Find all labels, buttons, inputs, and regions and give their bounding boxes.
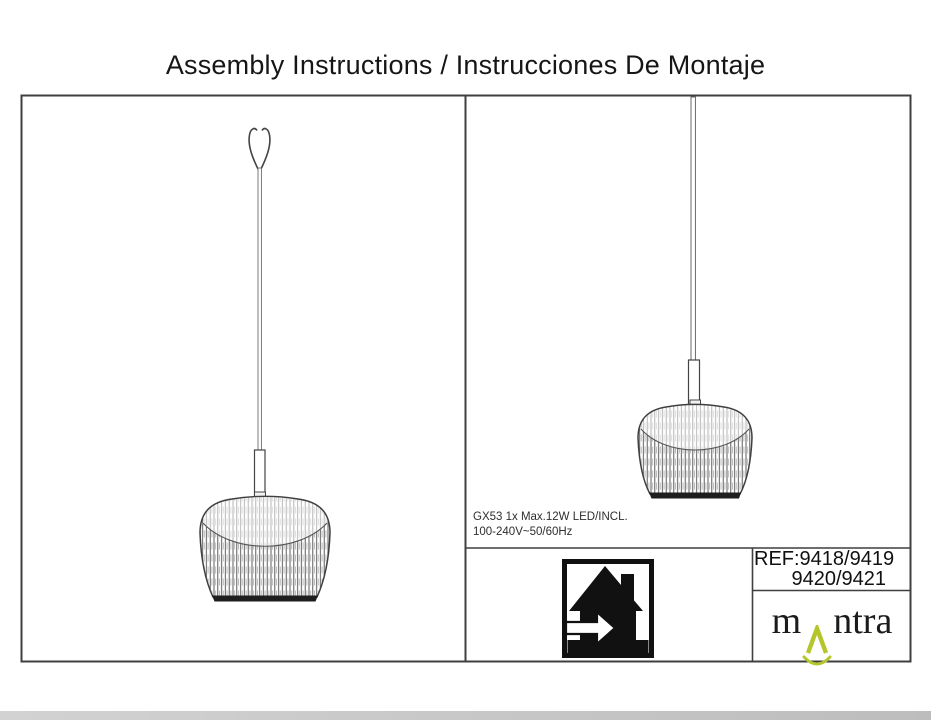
pendant-lamp-hook-drawing [200, 129, 330, 602]
wire-cage-shade [638, 404, 752, 498]
shade-bottom-ring [212, 596, 318, 602]
reference-numbers [754, 549, 910, 589]
pendant-lamp-rod-drawing [638, 97, 752, 499]
spec-line-2: 100-240V~50/60Hz [473, 526, 573, 538]
brand-text-prefix: m [771, 600, 802, 642]
wire-cage-shade [200, 496, 330, 601]
brand-text-suffix: ntra [833, 600, 893, 642]
spec-line-1: GX53 1x Max.12W LED/INCL. [473, 511, 628, 523]
page-title: Assembly Instructions / Instrucciones De Montaje [165, 50, 766, 80]
brand-caret-icon [802, 625, 832, 671]
house-inward-arrow-icon [565, 562, 652, 656]
suspension-cord [258, 168, 261, 451]
suspension-rod [691, 97, 695, 360]
ref-line-1: REF:9418/9419 [754, 548, 895, 570]
lamp-stem [689, 360, 700, 405]
ref-line-2: 9420/9421 [791, 567, 886, 590]
scan-artifact-strip [0, 711, 931, 720]
lamp-stem [255, 450, 266, 497]
lamp-spec-text [473, 510, 628, 540]
shade-bottom-ring [649, 493, 741, 499]
mantra-logo [754, 591, 910, 661]
hook-icon [249, 129, 270, 171]
